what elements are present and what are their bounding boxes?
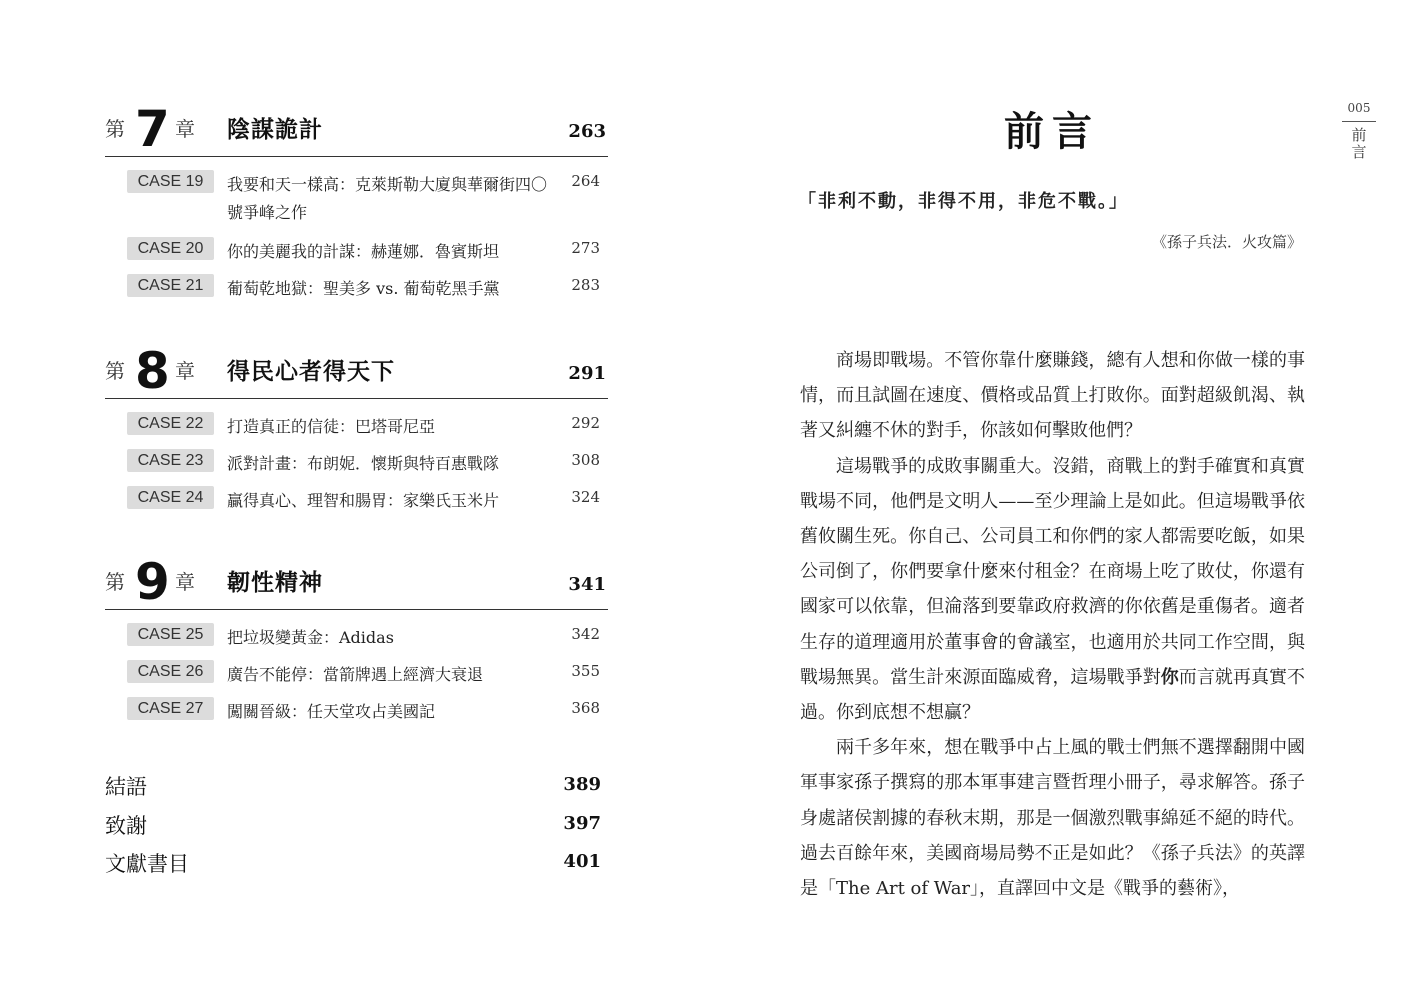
- body-paragraph: 兩千多年來，想在戰爭中占上風的戰士們無不選擇翻開中國軍事家孫子撰寫的那本軍事建言暨哲理小冊子，尋求解答。孫子身處諸侯割據的春秋末期，那是一個激烈戰事綿延不絕的時代。過去百餘年來，美國商場局勢不正是如此？《孫子兵法》的英譯是「The Art of War」，直譯回中文是《戰爭的藝術》，: [800, 737, 1305, 900]
- case-badge: CASE 26: [127, 660, 214, 683]
- epigraph-quote: 「非利不動，非得不用，非危不戰。」: [798, 191, 1129, 212]
- body-paragraph: 商場即戰場。不管你靠什麼賺錢，總有人想和你做一樣的事情，而且試圖在速度、價格或品質上打敗你。面對超級飢渴、執著又糾纏不休的對手，你該如何擊敗他們？: [800, 350, 1305, 442]
- backmatter-entry: [105, 848, 601, 878]
- backmatter-title: 結語: [105, 775, 147, 799]
- preface-body: [800, 343, 1305, 906]
- case-title: 贏得真心、理智和腸胃：家樂氏玉米片: [227, 491, 500, 510]
- folio-divider: [1342, 121, 1376, 122]
- page-folio: 005: [1347, 101, 1371, 115]
- case-badge: CASE 24: [127, 486, 214, 509]
- case-title: 派對計畫：布朗妮．懷斯與特百惠戰隊: [227, 454, 500, 473]
- chapter-number: 9: [135, 553, 170, 611]
- emphasized-word: 你: [1160, 666, 1179, 688]
- backmatter-title: 文獻書目: [105, 852, 189, 876]
- chapter-9: [105, 553, 608, 721]
- backmatter-entry: [105, 810, 601, 840]
- case-badge: CASE 21: [127, 274, 214, 297]
- chapter-suffix: 章: [175, 570, 195, 594]
- chapter-heading: [105, 342, 608, 399]
- case-page-number: 308: [571, 451, 600, 469]
- backmatter-page-number: 397: [563, 813, 601, 834]
- case-title: 打造真正的信徒：巴塔哥尼亞: [227, 417, 436, 436]
- chapter-suffix: 章: [175, 117, 195, 141]
- backmatter-title: 致謝: [105, 814, 147, 838]
- backmatter-page-number: 401: [563, 851, 601, 872]
- chapter-title: 韌性精神: [227, 570, 323, 596]
- chapter-prefix: 第: [105, 570, 125, 594]
- body-paragraph: [800, 449, 1305, 731]
- case-title: 我要和天一樣高：克萊斯勒大廈與華爾街四〇號爭峰之作: [227, 175, 548, 222]
- chapter-number: 8: [135, 342, 170, 400]
- case-title: 你的美麗我的計謀：赫蓮娜．魯賓斯坦: [227, 242, 500, 261]
- case-title: 葡萄乾地獄：聖美多 vs. 葡萄乾黑手黨: [227, 279, 500, 298]
- case-title: 闖關晉級：任天堂攻占美國記: [227, 702, 436, 721]
- chapter-prefix: 第: [105, 359, 125, 383]
- chapter-page-number: 291: [568, 363, 606, 384]
- case-title: 廣告不能停：當箭牌遇上經濟大衰退: [227, 665, 484, 684]
- paragraph-text: 這場戰爭的成敗事關重大。沒錯，商戰上的對手確實和真實戰場不同，他們是文明人——至少理論上是如此。但這場戰爭依舊攸關生死。你自己、公司員工和你們的家人都需要吃飯，如果公司倒了，你們要拿什麼來付租金？在商場上吃了敗仗，你還有國家可以依靠，但淪落到要靠政府救濟的你依舊是重傷者。適者生存的道理適用於董事會的會議室，也適用於共同工作空間，與戰場無異。當生計來源面臨威脅，這場戰爭對: [800, 455, 1305, 688]
- chapter-page-number: 341: [568, 574, 606, 595]
- toc-page: [0, 0, 704, 1000]
- case-badge: CASE 23: [127, 449, 214, 472]
- preface-title: 前言: [1004, 109, 1100, 155]
- chapter-suffix: 章: [175, 359, 195, 383]
- case-badge: CASE 19: [127, 170, 214, 193]
- epigraph-source: 《孫子兵法．火攻篇》: [1151, 233, 1302, 251]
- case-page-number: 273: [571, 239, 600, 257]
- case-page-number: 283: [571, 276, 600, 294]
- case-page-number: 355: [571, 662, 600, 680]
- chapter-prefix: 第: [105, 117, 125, 141]
- preface-page: [704, 0, 1409, 1000]
- case-badge: CASE 27: [127, 697, 214, 720]
- chapter-number: 7: [135, 100, 170, 158]
- chapter-8: [105, 342, 608, 510]
- backmatter-page-number: 389: [563, 774, 601, 795]
- case-badge: CASE 20: [127, 237, 214, 260]
- case-page-number: 342: [571, 625, 600, 643]
- backmatter-entry: [105, 771, 601, 801]
- case-page-number: 368: [571, 699, 600, 717]
- case-badge: CASE 22: [127, 412, 214, 435]
- case-badge: CASE 25: [127, 623, 214, 646]
- chapter-heading: [105, 100, 608, 157]
- case-page-number: 324: [571, 488, 600, 506]
- chapter-title: 得民心者得天下: [227, 359, 395, 385]
- chapter-7: [105, 100, 608, 298]
- case-page-number: 264: [571, 172, 600, 190]
- chapter-page-number: 263: [568, 121, 606, 142]
- case-page-number: 292: [571, 414, 600, 432]
- paragraph-text-continued: 而言就再真實不過。你到底想不想贏？: [800, 666, 1306, 724]
- case-title: 把垃圾變黃金：Adidas: [227, 628, 394, 647]
- chapter-title: 陰謀詭計: [227, 117, 323, 143]
- running-head: 前言: [1351, 126, 1367, 161]
- chapter-heading: [105, 553, 608, 610]
